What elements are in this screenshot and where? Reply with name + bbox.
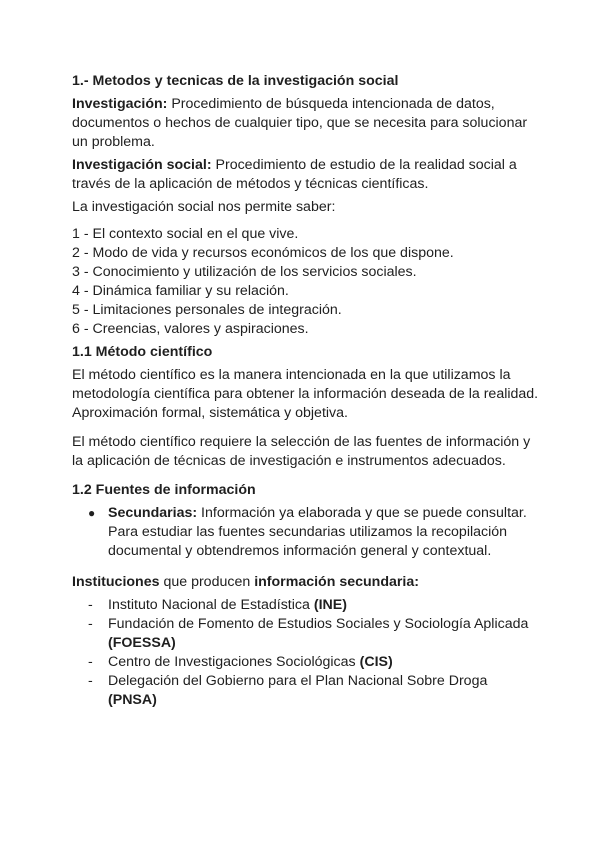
institution-name <box>108 653 393 672</box>
institution-name <box>108 615 540 653</box>
institutions-subject: información secundaria: <box>254 574 419 590</box>
institution-abbr: (INE) <box>313 597 347 613</box>
list-item: 6 - Creencias, valores y aspiraciones. <box>72 321 309 337</box>
list-item: 3 - Conocimiento y utilización de los servicios sociales. <box>72 264 417 280</box>
institutions-connector: que producen <box>159 574 255 590</box>
bullet-description: Información ya elaborada y que se puede consultar. Para estudiar las fuentes secundarias utilizamos la recopilación documental y obtendremos información general y contextual. <box>108 505 527 559</box>
definition-text: Procedimiento de estudio de la realidad social a través de la aplicación de métodos y técnicas científicas. <box>72 157 517 192</box>
paragraph-metodo-1: El método científico es la manera intencionada en la que utilizamos la metodología científica para obtener la información deseada de la realidad. Aproximación formal, sistemática y objetiva. <box>72 367 539 421</box>
institutions-label: Instituciones <box>72 574 160 590</box>
institution-name <box>108 672 540 710</box>
dash-marker: - <box>88 616 93 632</box>
list-item: 1 - El contexto social en el que vive. <box>72 226 299 242</box>
institution-text: Fundación de Fomento de Estudios Sociales y Sociología Aplicada <box>108 616 529 632</box>
list-item: 2 - Modo de vida y recursos económicos de los que dispone. <box>72 245 454 261</box>
dash-marker: - <box>88 654 93 670</box>
list-item: 5 - Limitaciones personales de integración. <box>72 302 342 318</box>
definition-term: Investigación social: <box>72 157 212 173</box>
section-heading-1: 1.- Metodos y tecnicas de la investigación social <box>72 73 399 89</box>
list-item <box>72 653 540 672</box>
definition-investigacion <box>72 95 540 152</box>
bullet-term: Secundarias: <box>108 505 198 521</box>
list-item <box>72 596 540 615</box>
definition-text: Procedimiento de búsqueda intencionada de datos, documentos o hechos de cualquier tipo, que se necesita para solucionar un problema. <box>72 96 528 150</box>
dash-marker: - <box>88 597 93 613</box>
list-item <box>72 615 540 653</box>
list-item <box>72 672 540 710</box>
section-heading-1-2: 1.2 Fuentes de información <box>72 482 256 498</box>
institutions-list <box>72 596 540 710</box>
institution-abbr: (FOESSA) <box>108 635 176 651</box>
institutions-heading <box>72 573 540 592</box>
institution-text: Delegación del Gobierno para el Plan Nacional Sobre Droga <box>108 673 488 689</box>
definition-term: Investigación: <box>72 96 168 112</box>
institution-text: Centro de Investigaciones Sociológicas <box>108 654 360 670</box>
institution-text: Instituto Nacional de Estadística <box>108 597 314 613</box>
institution-name <box>108 596 347 615</box>
bullet-icon: ● <box>88 506 96 520</box>
bullet-item-secundarias <box>72 504 540 561</box>
institution-abbr: (CIS) <box>359 654 393 670</box>
section-heading-1-1: 1.1 Método científico <box>72 344 213 360</box>
list-item: 4 - Dinámica familiar y su relación. <box>72 283 289 299</box>
definition-investigacion-social <box>72 156 540 194</box>
intro-text: La investigación social nos permite saber: <box>72 199 336 215</box>
bullet-text <box>108 504 540 561</box>
paragraph-metodo-2: El método científico requiere la selección de las fuentes de información y la aplicación de técnicas de investigación e instrumentos adecuados. <box>72 434 531 469</box>
numbered-list <box>72 225 540 339</box>
institution-abbr: (PNSA) <box>108 692 157 708</box>
dash-marker: - <box>88 673 93 689</box>
